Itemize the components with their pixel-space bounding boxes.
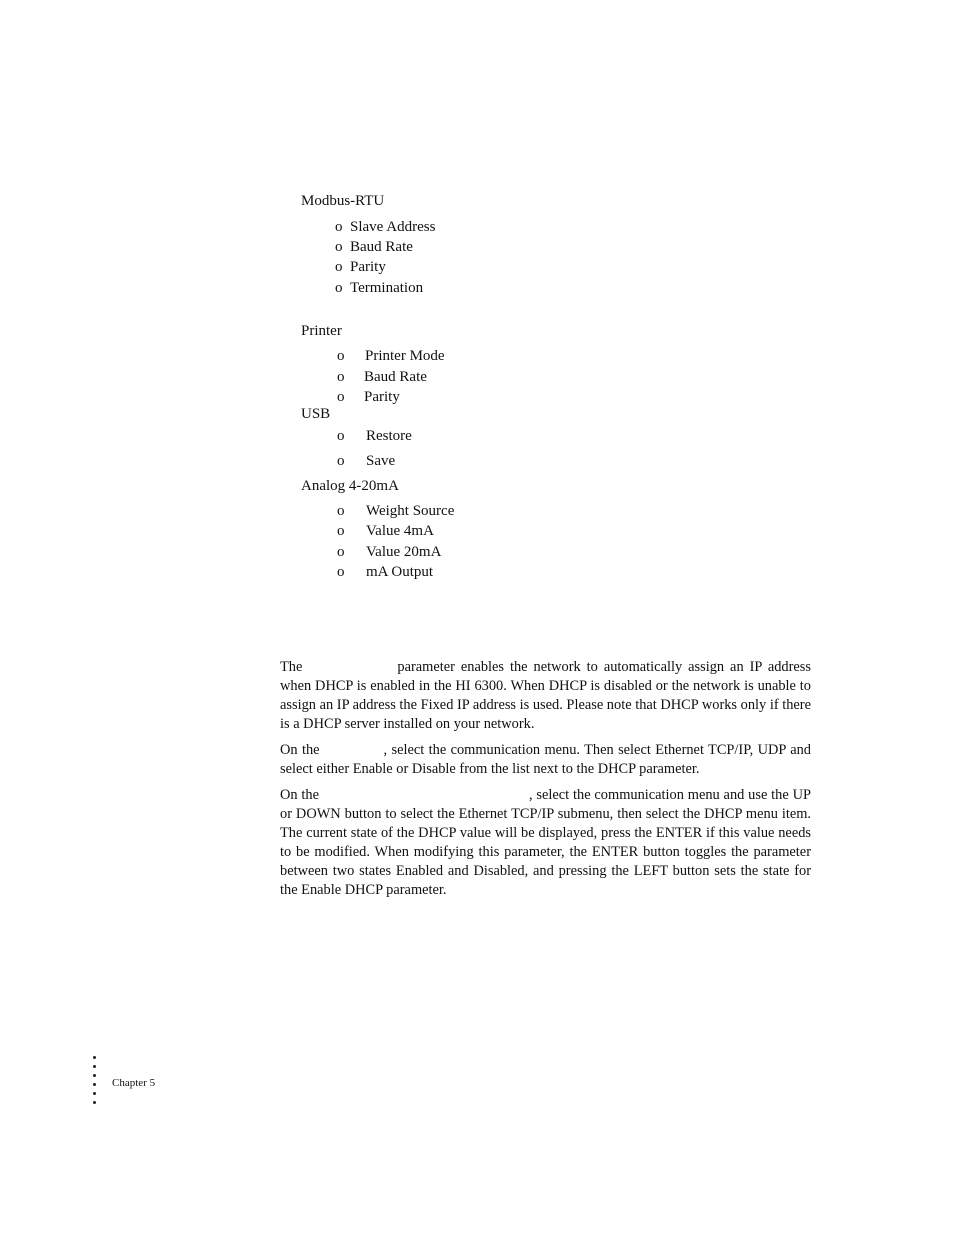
- usb-heading: USB: [301, 406, 331, 422]
- list-bullet: o: [337, 523, 345, 539]
- web-ui-instructions-paragraph: [280, 741, 811, 779]
- list-bullet: o: [337, 348, 345, 364]
- list-item: Save: [366, 453, 396, 469]
- list-bullet: o: [337, 428, 345, 444]
- paragraph-lead: On the: [280, 742, 320, 758]
- list-item: mA Output: [366, 564, 434, 580]
- paragraph-body: , select the communication menu and use the UP or DOWN button to select the Ethernet TCP/IP submenu, then select the DHCP menu item. The current state of the DHCP value will be displayed, press the ENTER if this value needs to be modified. When modifying this parameter, the ENTER button toggles the parameter between two states Enabled and Disabled, and pressing the LEFT button sets the state for the Enable DHCP parameter.: [280, 787, 811, 898]
- list-item: Value 4mA: [366, 523, 434, 539]
- page-edge-dots: [93, 1056, 97, 1110]
- list-item: Termination: [350, 280, 424, 296]
- list-bullet: o: [337, 544, 345, 560]
- paragraph-lead: The: [280, 659, 303, 675]
- list-item: Parity: [364, 389, 400, 405]
- list-item: Restore: [366, 428, 412, 444]
- list-item: Value 20mA: [366, 544, 442, 560]
- paragraph-body: , select the communication menu. Then select Ethernet TCP/IP, UDP and select either Enable or Disable from the list next to the DHCP parameter.: [280, 742, 811, 777]
- list-item: Baud Rate: [350, 239, 413, 255]
- list-bullet: o: [337, 389, 345, 405]
- chapter-label: Chapter 5: [112, 1077, 156, 1089]
- analog-heading: Analog 4-20mA: [301, 478, 399, 494]
- dhcp-description-paragraph: [280, 658, 811, 734]
- printer-heading: Printer: [301, 323, 342, 339]
- list-item: Printer Mode: [365, 348, 445, 364]
- list-bullet: o: [337, 453, 345, 469]
- front-panel-instructions-paragraph: [280, 786, 811, 900]
- modbus-heading: Modbus-RTU: [301, 193, 385, 209]
- list-item: Slave Address: [350, 219, 436, 235]
- paragraph-body: parameter enables the network to automatically assign an IP address when DHCP is enabled in the HI 6300. When DHCP is disabled or the network is unable to assign an IP address the Fixed IP address is used. Please note that DHCP works only if there is a DHCP server installed on your network.: [280, 659, 811, 732]
- paragraph-lead: On the: [280, 787, 319, 803]
- list-bullet: o: [335, 239, 343, 255]
- list-bullet: o: [337, 369, 345, 385]
- list-item: Weight Source: [366, 503, 455, 519]
- list-bullet: o: [335, 259, 343, 275]
- list-bullet: o: [337, 564, 345, 580]
- list-item: Baud Rate: [364, 369, 427, 385]
- list-item: Parity: [350, 259, 386, 275]
- list-bullet: o: [337, 503, 345, 519]
- list-bullet: o: [335, 280, 343, 296]
- list-bullet: o: [335, 219, 343, 235]
